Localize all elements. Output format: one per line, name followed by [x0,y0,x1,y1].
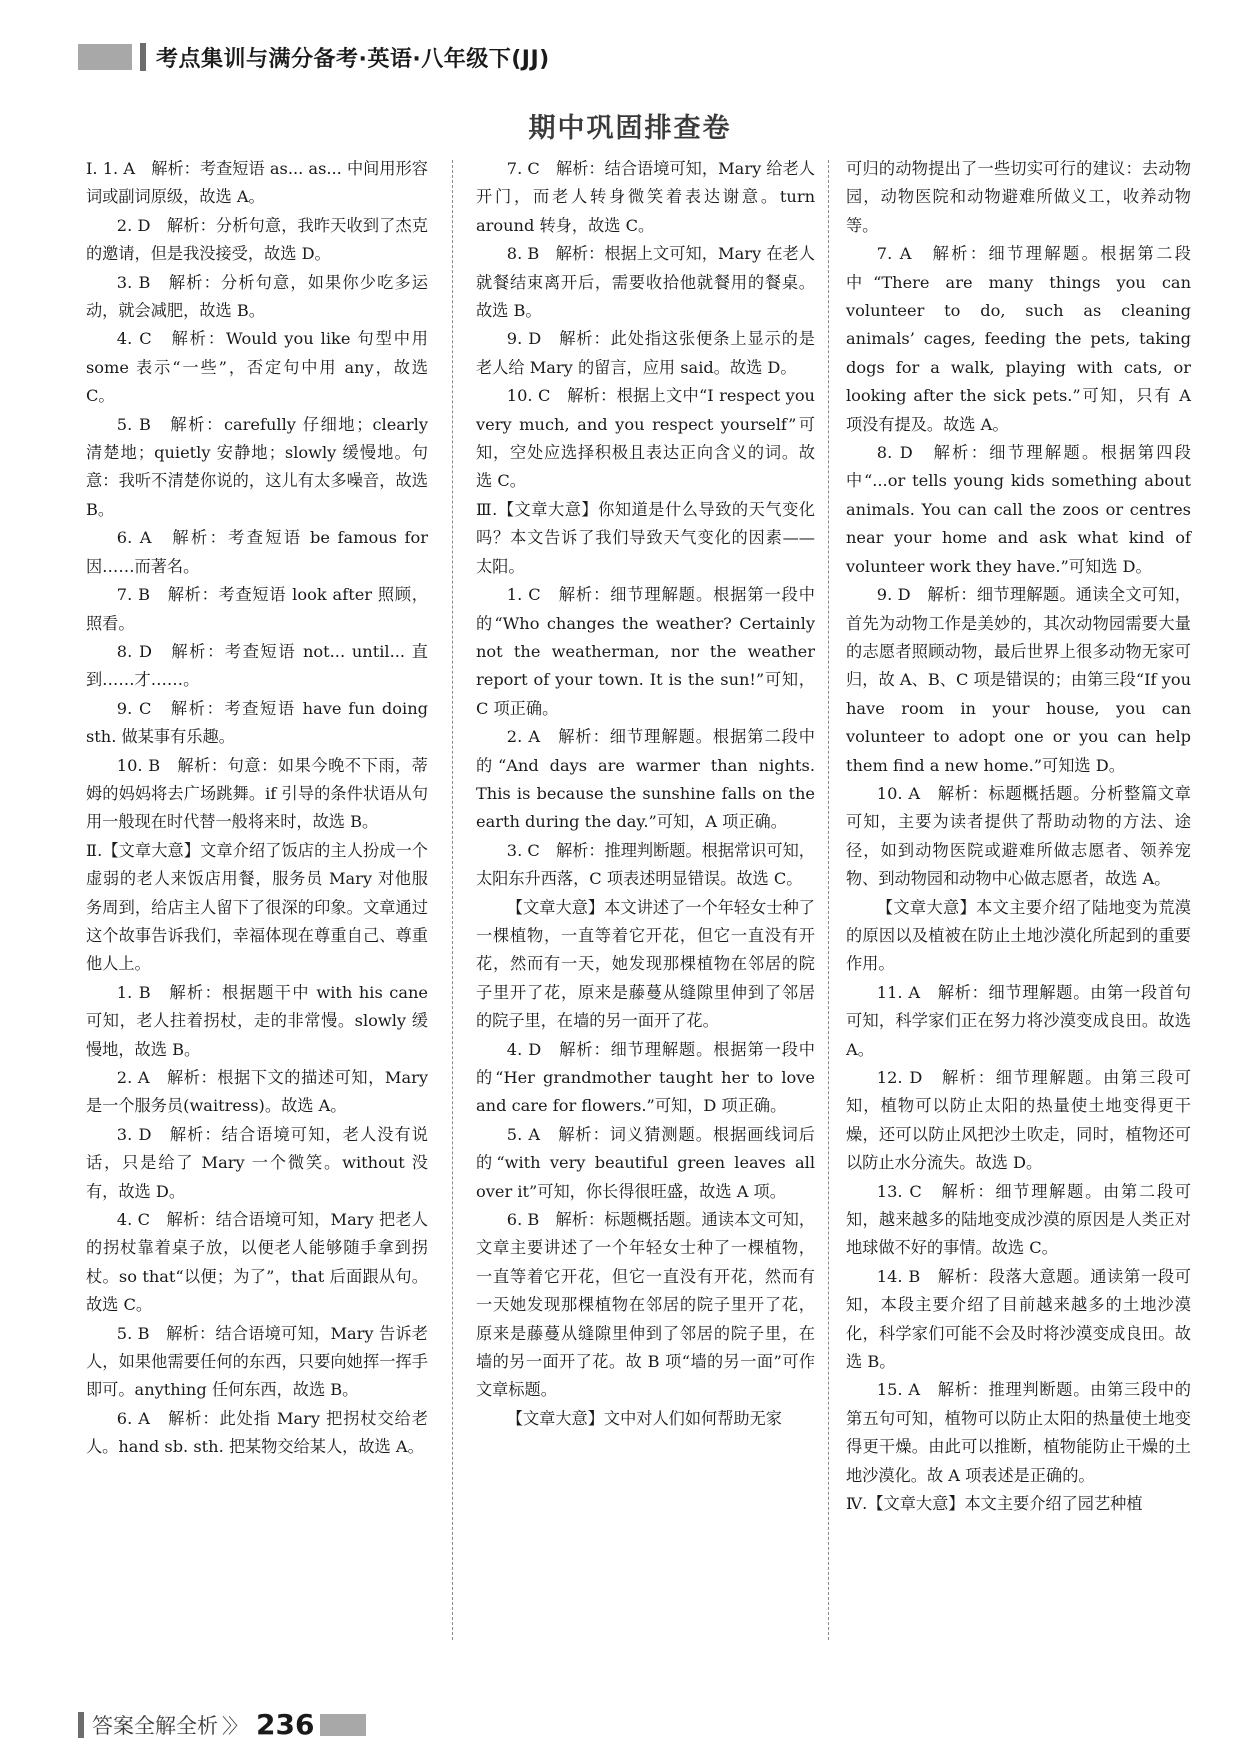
answer-item: 5. A 解析：词义猜测题。根据画线词后的“with very beautiful green leaves all over it”可知，你长得很旺盛，故选 A 项。 [476,1124,815,1201]
answer-item: 10. A 解析：标题概括题。分析整篇文章可知，主要为读者提供了帮助动物的方法、途径，如到动物医院或避难所做志愿者、领养宠物、到动物园和动物中心做志愿者，故选 A。 [846,783,1191,889]
answer-item: 9. C 解析：考查短语 have fun doing sth. 做某事有乐趣。 [86,698,428,747]
answer-item: 10. B 解析：句意：如果今晚不下雨，蒂姆的妈妈将去广场跳舞。if 引导的条件状语从句用一般现在时代替一般将来时，故选 B。 [86,755,428,832]
answer-item: 14. B 解析：段落大意题。通读第一段可知，本段主要介绍了目前越来越多的土地沙漠化，科学家们可能不会及时将沙漠变成良田。故选 B。 [846,1266,1191,1372]
answer-item: 1. B 解析：根据题干中 with his cane 可知，老人拄着拐杖，走的非常慢。slowly 缓慢地，故选 B。 [86,982,428,1059]
answer-item: 3. B 解析：分析句意，如果你少吃多运动，就会减肥，故选 B。 [86,272,428,321]
answer-item: 6. A 解析：此处指 Mary 把拐杖交给老人。hand sb. sth. 把某物交给某人，故选 A。 [86,1408,428,1457]
answer-item: 11. A 解析：细节理解题。由第一段首句可知，科学家们正在努力将沙漠变成良田。故选 A。 [846,982,1191,1059]
answer-item: 7. B 解析：考查短语 look after 照顾，照看。 [86,585,428,633]
header-gray-block [78,44,132,70]
footer-gray-block [320,1714,366,1736]
answer-item: 10. C 解析：根据上文中“I respect you very much, and you respect yourself”可知，空处应选择积极且表达正向含义的词。故选 C。 [476,386,815,491]
column-divider-left [452,160,453,1640]
header-separator [140,43,146,71]
footer-separator [78,1712,84,1738]
section-intro: Ⅱ.【文章大意】文章介绍了饭店的主人扮成一个虚弱的老人来饭店用餐，服务员 Mary 对他服务周到，给店主人留下了很深的印象。文章通过这个故事告诉我们，幸福体现在尊重自己、尊重他人上。 [86,840,428,974]
answer-column-left [86,155,428,1462]
answer-item: 【文章大意】本文讲述了一个年轻女士种了一棵植物，一直等着它开花，但它一直没有开花，然而有一天，她发现那棵植物在邻居的院子里开了花，原来是藤蔓从缝隙里伸到了邻居的院子里，在墙的另一面开了花。 [476,897,815,1031]
answer-column-middle [476,155,815,1433]
answer-item: 5. B 解析：carefully 仔细地；clearly 清楚地；quietly 安静地；slowly 缓慢地。句意：我听不清楚你说的，这儿有太多噪音，故选 B。 [86,414,428,519]
answer-item: 2. A 解析：细节理解题。根据第二段中的“And days are warmer than nights. This is because the sunshine falls on the earth during the day.”可知，A 项正确。 [476,727,815,832]
column-divider-right [828,160,829,1640]
page-footer [78,1708,366,1741]
answer-item: 3. D 解析：结合语境可知，老人没有说话，只是给了 Mary 一个微笑。without 没有，故选 D。 [86,1124,428,1201]
section-intro: Ⅲ.【文章大意】你知道是什么导致的天气变化吗？本文告诉了我们导致天气变化的因素——太阳。 [476,499,815,576]
book-title: 考点集训与满分备考·英语·八年级下(JJ) [156,46,550,72]
answer-item: 7. C 解析：结合语境可知，Mary 给老人开门，而老人转身微笑着表达谢意。turn around 转身，故选 C。 [476,159,815,235]
section-intro: Ⅳ.【文章大意】本文主要介绍了园艺种植 [846,1494,1143,1514]
answer-column-right [846,155,1191,1519]
answer-item: 7. A 解析：细节理解题。根据第二段中“There are many things you can volunteer to do, such as cleaning animals’ cages, feeding the pets, taking dogs for a walk, playing with cats, or looking after the sick pets.”可知，只有 A 项没有提及。故选 A。 [846,244,1191,434]
answer-item: 5. B 解析：结合语境可知，Mary 告诉老人，如果他需要任何的东西，只要向她挥一挥手即可。anything 任何东西，故选 B。 [86,1323,428,1400]
answer-item: 9. D 解析：细节理解题。通读全文可知，首先为动物工作是美妙的，其次动物园需要大量的志愿者照顾动物，最后世界上很多动物无家可归，故 A、B、C 项是错误的；由第三段“If you have room in your house, you can volunteer to adopt one or you can help them find a new home.”可知选 D。 [846,585,1191,775]
answer-item: 8. D 解析：细节理解题。根据第四段中“...or tells young kids something about animals. You can call the zoos or centres near your home and ask what kind of volunteer work they have.”可知选 D。 [846,443,1191,576]
footer-label: 答案全解全析 [92,1713,218,1738]
answer-item: 9. D 解析：此处指这张便条上显示的是老人给 Mary 的留言，应用 said。故选 D。 [476,329,815,377]
answer-item: 4. C 解析：结合语境可知，Mary 把老人的拐杖靠着桌子放，以便老人能够随手拿到拐杖。so that“以便；为了”，that 后面跟从句。故选 C。 [86,1210,428,1315]
answer-item: Ⅰ. 1. A 解析：考查短语 as... as... 中间用形容词或副词原级，故选 A。 [86,159,428,207]
answer-item: 4. D 解析：细节理解题。根据第一段中的“Her grandmother taught her to love and care for flowers.”可知，D 项正确。 [476,1039,815,1116]
chevron-right-icon: 〉〉 [222,1714,244,1738]
answer-item: 6. B 解析：标题概括题。通读本文可知，文章主要讲述了一个年轻女士种了一棵植物，一直等着它开花，但它一直没有开花，然而有一天她发现那棵植物在邻居的院子里开了花，原来是藤蔓从缝隙里伸到了邻居的院子里，在墙的另一面开了花。故 B 项“墙的另一面”可作文章标题。 [476,1210,815,1400]
page-title: 期中巩固排查卷 [528,113,732,144]
answer-item: 1. C 解析：细节理解题。根据第一段中的“Who changes the weather? Certainly not the weatherman, nor the weather report of your town. It is the sun!”可知，C 项正确。 [476,585,815,718]
answer-item: 12. D 解析：细节理解题。由第三段可知，植物可以防止太阳的热量使土地变得更干燥，还可以防止风把沙土吹走，同时，植物还可以防止水分流失。故选 D。 [846,1068,1191,1173]
answer-item: 【文章大意】文中对人们如何帮助无家 [506,1408,782,1428]
answer-item: 8. B 解析：根据上文可知，Mary 在老人就餐结束离开后，需要收拾他就餐用的餐桌。故选 B。 [476,244,815,321]
answer-item: 【文章大意】本文主要介绍了陆地变为荒漠的原因以及植被在防止土地沙漠化所起到的重要作用。 [846,897,1191,974]
answer-item: 8. D 解析：考查短语 not... until... 直到……才……。 [86,641,428,690]
answer-item: 3. C 解析：推理判断题。根据常识可知，太阳东升西落，C 项表述明显错误。故选 C。 [476,840,815,889]
answer-item: 13. C 解析：细节理解题。由第二段可知，越来越多的陆地变成沙漠的原因是人类正对地球做不好的事情。故选 C。 [846,1181,1191,1258]
answer-item: 2. A 解析：根据下文的描述可知，Mary 是一个服务员(waitress)。故选 A。 [86,1068,428,1116]
page-number: 236 [256,1708,315,1741]
page-header [78,40,550,74]
answer-item: 可归的动物提出了一些切实可行的建议：去动物园，动物医院和动物避难所做义工，收养动物等。 [846,159,1191,235]
answer-item: 15. A 解析：推理判断题。由第三段中的第五句可知，植物可以防止太阳的热量使土地变得更干燥。由此可以推断，植物能防止干燥的土地沙漠化。故 A 项表述是正确的。 [846,1380,1191,1485]
answer-item: 4. C 解析：Would you like 句型中用 some 表示“一些”，否定句中用 any，故选 C。 [86,329,428,406]
answer-item: 2. D 解析：分析句意，我昨天收到了杰克的邀请，但是我没接受，故选 D。 [86,215,428,264]
answer-item: 6. A 解析：考查短语 be famous for 因……而著名。 [86,528,428,576]
